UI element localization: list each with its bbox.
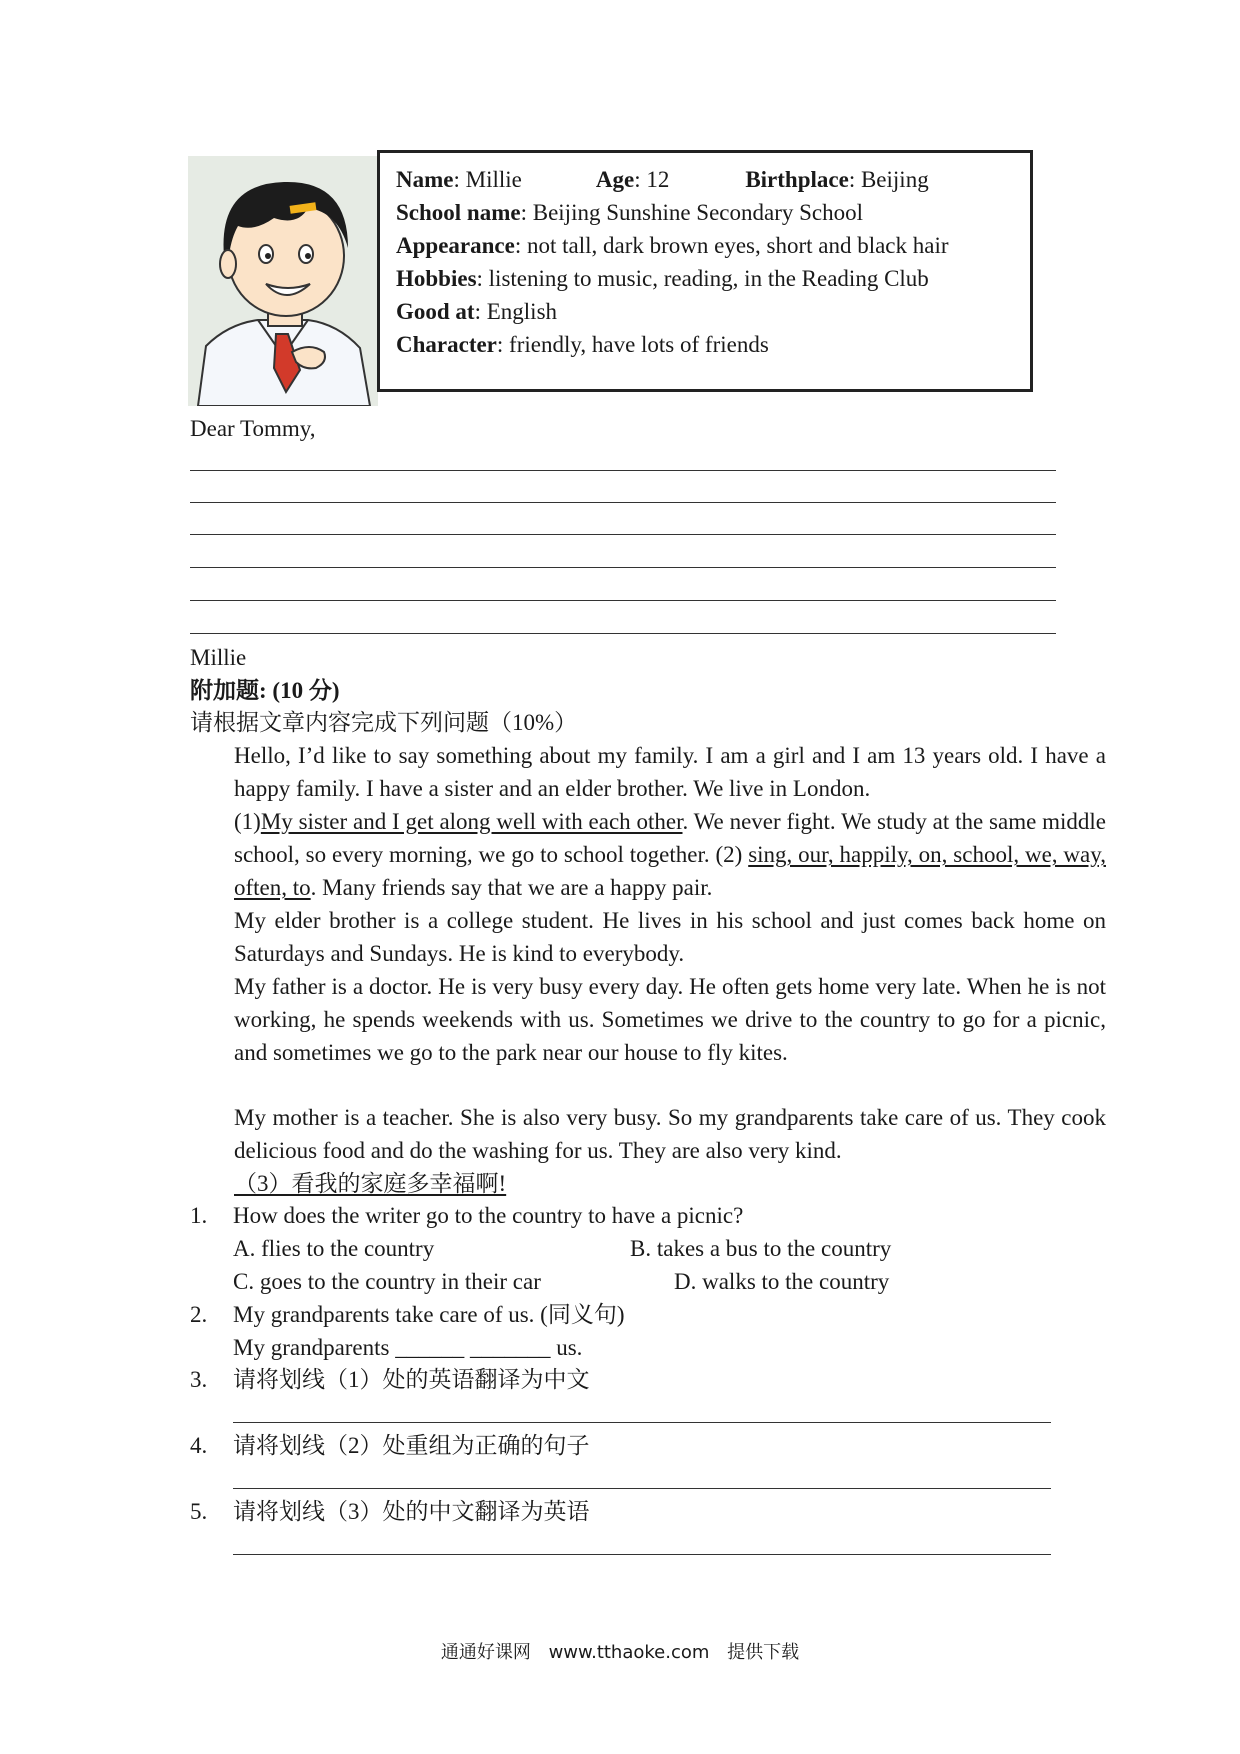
question-2-text: My grandparents take care of us. (同义句) bbox=[233, 1302, 625, 1327]
appearance-value: : not tall, dark brown eyes, short and black hair bbox=[514, 233, 949, 258]
underline-marker-1: (1) bbox=[234, 809, 261, 834]
question-1-option-d[interactable]: D. walks to the country bbox=[674, 1269, 890, 1294]
letter-writing-line[interactable] bbox=[190, 534, 1056, 535]
extra-instruction: 请根据文章内容完成下列问题（10%） bbox=[190, 710, 578, 735]
question-5-text: 请将划线（3）处的中文翻译为英语 bbox=[233, 1499, 590, 1524]
passage-paragraph-3: My elder brother is a college student. He lives in his school and just comes back home on Saturdays and Sundays. He is kind to everybody. bbox=[234, 908, 1106, 966]
good-at-value: : English bbox=[474, 299, 558, 324]
footer-download-text: 提供下载 bbox=[727, 1642, 800, 1663]
question-4-text: 请将划线（2）处重组为正确的句子 bbox=[233, 1433, 590, 1458]
age-value: : 12 bbox=[634, 167, 670, 192]
letter-greeting: Dear Tommy, bbox=[190, 416, 316, 441]
question-4-answer-line[interactable] bbox=[233, 1488, 1051, 1489]
passage-paragraph-1: Hello, I’d like to say something about my family. I am a girl and I am 13 years old. I have a happy family. I have a sister and an elder brother. We live in London. bbox=[234, 743, 1106, 801]
profile-row-character bbox=[396, 328, 1030, 361]
good-at-label: Good at bbox=[396, 299, 475, 324]
name-label: Name bbox=[396, 167, 454, 192]
profile-row-good-at bbox=[396, 295, 1030, 328]
question-1-option-a[interactable]: A. flies to the country bbox=[233, 1236, 435, 1261]
passage-paragraph-4: My father is a doctor. He is very busy every day. He often gets home very late. When he is not working, he spends weekends with us. Sometimes we drive to the country to go for a picnic, and sometimes we go to the park near our house to fly kites. bbox=[234, 974, 1106, 1065]
question-1-text: How does the writer go to the country to have a picnic? bbox=[233, 1203, 744, 1228]
passage-paragraph-5: My mother is a teacher. She is also very busy. So my grandparents take care of us. They cook delicious food and do the washing for us. They are also very kind. bbox=[234, 1105, 1106, 1163]
question-5-number: 5. bbox=[190, 1499, 208, 1524]
school-value: : Beijing Sunshine Secondary School bbox=[520, 200, 864, 225]
paragraph-2-end: . Many friends say that we are a happy pair. bbox=[310, 875, 713, 900]
question-1-option-c[interactable]: C. goes to the country in their car bbox=[233, 1269, 541, 1294]
hobbies-value: : listening to music, reading, in the Reading Club bbox=[476, 266, 929, 291]
profile-row-hobbies bbox=[396, 262, 1030, 295]
paragraph-2-middle: . We never fight. We study at the same middle school, so every morning, we go to school together. (2) bbox=[234, 809, 1107, 867]
question-3-number: 3. bbox=[190, 1367, 208, 1392]
profile-row-appearance bbox=[396, 229, 1030, 262]
underlined-words-2: sing, our, happily, on, school, we, way, often, to bbox=[234, 842, 1106, 900]
character-label: Character bbox=[396, 332, 497, 357]
question-2-fill-in[interactable]: My grandparents ______ _______ us. bbox=[233, 1335, 583, 1360]
letter-signature: Millie bbox=[190, 645, 247, 670]
question-2-number: 2. bbox=[190, 1302, 208, 1327]
question-3-answer-line[interactable] bbox=[233, 1422, 1051, 1423]
school-label: School name bbox=[396, 200, 521, 225]
question-1-number: 1. bbox=[190, 1203, 208, 1228]
birthplace-value: : Beijing bbox=[848, 167, 929, 192]
birthplace-label: Birthplace bbox=[745, 167, 849, 192]
boy-illustration-icon bbox=[188, 156, 378, 406]
extra-section-title: 附加题: (10 分) bbox=[190, 678, 340, 703]
hobbies-label: Hobbies bbox=[396, 266, 477, 291]
letter-writing-line[interactable] bbox=[190, 600, 1056, 601]
question-1-option-b[interactable]: B. takes a bus to the country bbox=[630, 1236, 892, 1261]
question-4-number: 4. bbox=[190, 1433, 208, 1458]
question-3-text: 请将划线（1）处的英语翻译为中文 bbox=[233, 1367, 590, 1392]
passage-paragraph-2 bbox=[190, 805, 1106, 904]
footer-site-url[interactable]: www.tthaoke.com bbox=[548, 1642, 710, 1663]
letter-writing-line[interactable] bbox=[190, 567, 1056, 568]
letter-writing-line[interactable] bbox=[190, 470, 1056, 471]
letter-writing-line[interactable] bbox=[190, 633, 1056, 634]
underlined-sentence-3: （3）看我的家庭多幸福啊! bbox=[234, 1171, 507, 1196]
name-value: : Millie bbox=[453, 167, 522, 192]
footer-site-name: 通通好课网 bbox=[440, 1642, 531, 1663]
letter-writing-line[interactable] bbox=[190, 502, 1056, 503]
profile-row-school bbox=[396, 196, 1030, 229]
page-footer bbox=[0, 1638, 1240, 1664]
underlined-sentence-1: My sister and I get along well with each other bbox=[260, 809, 683, 834]
question-5-answer-line[interactable] bbox=[233, 1554, 1051, 1555]
character-value: : friendly, have lots of friends bbox=[496, 332, 769, 357]
student-avatar bbox=[188, 156, 378, 406]
profile-card bbox=[377, 150, 1033, 392]
profile-row-name bbox=[396, 163, 1030, 196]
age-label: Age bbox=[595, 167, 635, 192]
appearance-label: Appearance bbox=[396, 233, 515, 258]
